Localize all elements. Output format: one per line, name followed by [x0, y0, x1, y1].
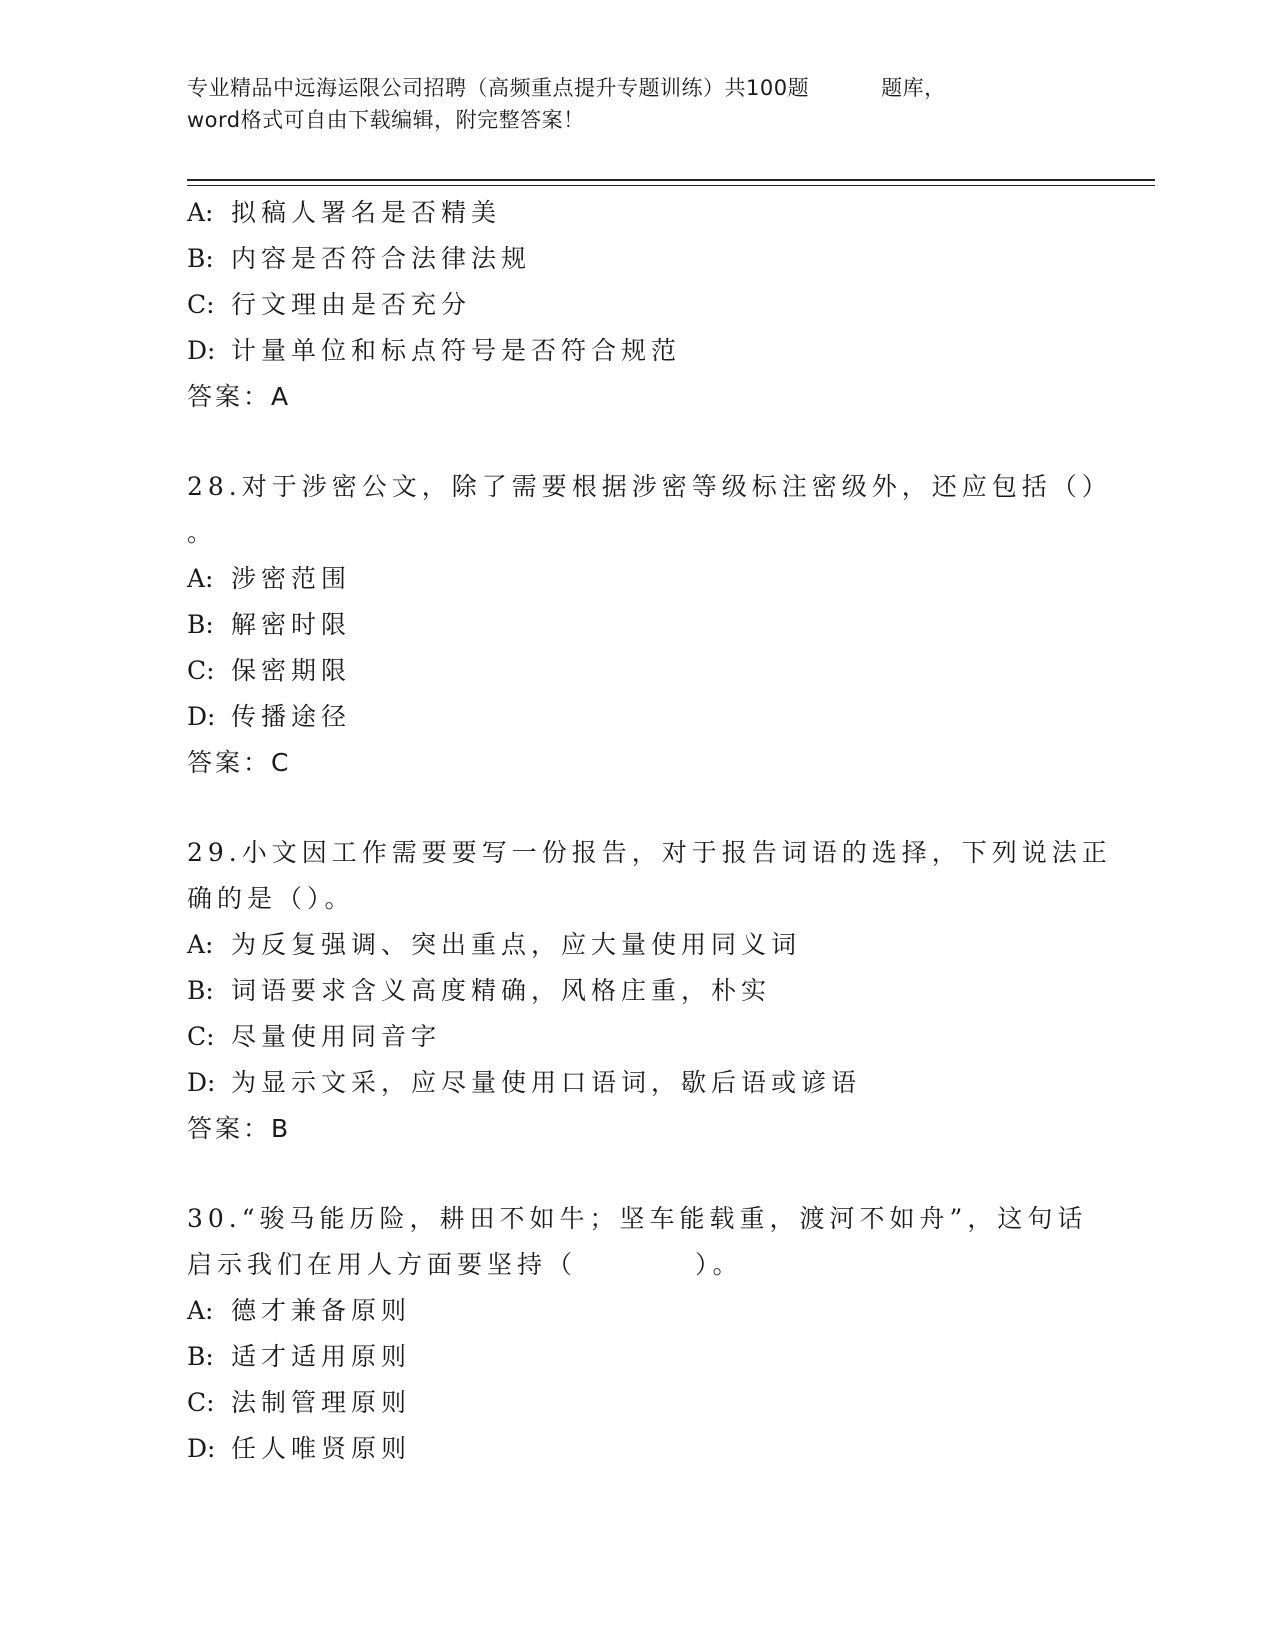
- question-stem-continued: 确的是（）。: [187, 884, 355, 913]
- option-text: 涉密范围: [231, 564, 352, 593]
- question-stem-continued: 。: [187, 518, 218, 547]
- option-b: [187, 968, 1087, 1014]
- answer-line: 答案：A: [187, 382, 292, 411]
- option-text: 计量单位和标点符号是否符合规范: [231, 336, 682, 365]
- stem-before-blank: 启示我们在用人方面要坚持（: [187, 1250, 578, 1279]
- option-text: 内容是否符合法律法规: [231, 244, 532, 273]
- option-letter: C:: [187, 1022, 215, 1051]
- option-d: [187, 1426, 1087, 1472]
- option-c: [187, 1014, 1087, 1060]
- option-b: [187, 602, 1087, 648]
- option-letter: D:: [187, 336, 216, 365]
- option-letter: D:: [187, 1068, 216, 1097]
- header-title: 专业精品中远海运限公司招聘（高频重点提升专题训练）共100题: [187, 76, 810, 100]
- option-text: 词语要求含义高度精确，风格庄重，朴实: [231, 976, 772, 1005]
- option-text: 为反复强调、突出重点，应大量使用同义词: [231, 930, 802, 959]
- option-letter: A:: [187, 1296, 214, 1325]
- header-divider-thin: [187, 185, 1155, 186]
- option-text: 保密期限: [231, 656, 352, 685]
- header-line-2: word格式可自由下载编辑，附完整答案！: [187, 108, 585, 132]
- option-c: [187, 282, 1087, 328]
- option-letter: A:: [187, 198, 214, 227]
- option-d: [187, 694, 1087, 740]
- option-a: [187, 922, 1087, 968]
- option-text: 适才适用原则: [231, 1342, 412, 1371]
- question-29: [187, 830, 1112, 1152]
- question-30: [187, 1196, 1087, 1472]
- option-c: [187, 1380, 1087, 1426]
- document-header: [187, 72, 1067, 136]
- option-letter: D:: [187, 1434, 216, 1463]
- option-letter: C:: [187, 290, 215, 319]
- question-27: [187, 190, 1087, 420]
- option-d: [187, 1060, 1087, 1106]
- question-stem-continued: [187, 1242, 1087, 1288]
- option-b: [187, 1334, 1087, 1380]
- option-text: 拟稿人署名是否精美: [231, 198, 502, 227]
- option-letter: A:: [187, 564, 214, 593]
- option-letter: B:: [187, 1342, 214, 1371]
- option-b: [187, 236, 1087, 282]
- header-divider-thick: [187, 179, 1155, 181]
- option-a: [187, 190, 1087, 236]
- option-text: 德才兼备原则: [231, 1296, 412, 1325]
- header-title-suffix: 题库，: [881, 76, 946, 100]
- question-list: [187, 190, 1112, 1472]
- option-c: [187, 648, 1087, 694]
- option-text: 尽量使用同音字: [231, 1022, 442, 1051]
- option-text: 为显示文采，应尽量使用口语词，歇后语或谚语: [231, 1068, 862, 1097]
- option-letter: B:: [187, 244, 214, 273]
- option-text: 法制管理原则: [231, 1388, 412, 1417]
- option-letter: A:: [187, 930, 214, 959]
- option-letter: C:: [187, 1388, 215, 1417]
- option-letter: D:: [187, 702, 216, 731]
- answer-line: 答案：B: [187, 1114, 292, 1143]
- option-a: [187, 1288, 1087, 1334]
- option-letter: B:: [187, 976, 214, 1005]
- option-d: [187, 328, 1087, 374]
- question-stem: 30.“骏马能历险，耕田不如牛；坚车能载重，渡河不如舟”，这句话: [187, 1204, 1088, 1233]
- header-line-1: [187, 72, 1067, 104]
- question-28: [187, 464, 1112, 786]
- option-letter: B:: [187, 610, 214, 639]
- option-text: 解密时限: [231, 610, 352, 639]
- option-text: 行文理由是否充分: [231, 290, 472, 319]
- option-text: 传播途径: [231, 702, 352, 731]
- question-stem: 28.对于涉密公文，除了需要根据涉密等级标注密级外，还应包括（）: [187, 472, 1112, 501]
- answer-line: 答案：C: [187, 748, 292, 777]
- stem-after-blank: ）。: [695, 1250, 743, 1279]
- option-text: 任人唯贤原则: [231, 1434, 412, 1463]
- question-stem: 29.小文因工作需要要写一份报告，对于报告词语的选择，下列说法正: [187, 838, 1112, 867]
- option-a: [187, 556, 1087, 602]
- option-letter: C:: [187, 656, 215, 685]
